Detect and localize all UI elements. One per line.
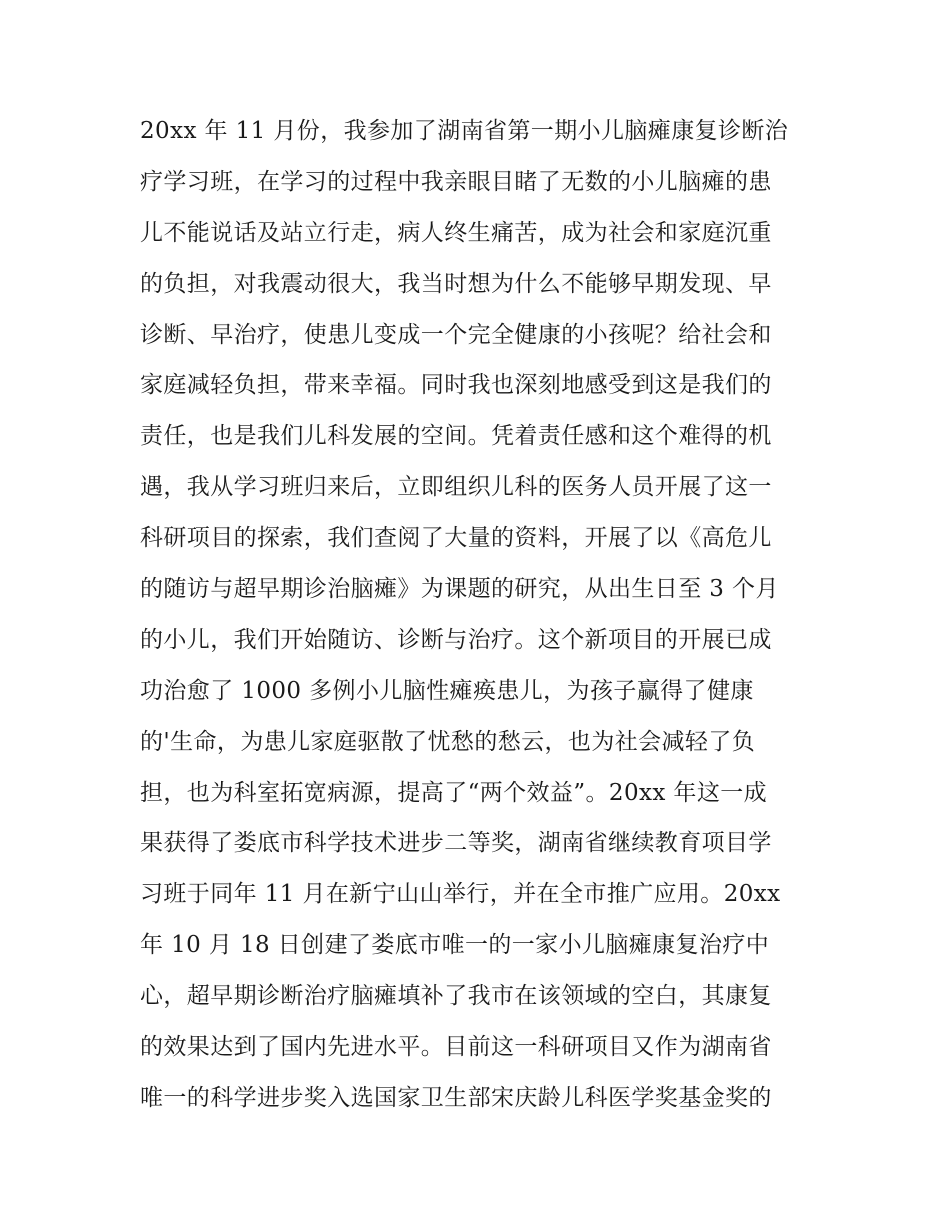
text-line: 功治愈了 1000 多例小儿脑性瘫痪患儿，为孩子赢得了健康 — [140, 677, 754, 704]
text-line: 的小儿，我们开始随访、诊断与治疗。这个新项目的开展已成 — [140, 626, 772, 653]
text-line: 心，超早期诊断治疗脑瘫填补了我市在该领域的空白，其康复 — [140, 983, 772, 1010]
text-line: 的'生命，为患儿家庭驱散了忧愁的愁云，也为社会减轻了负 — [140, 728, 756, 755]
text-line: 的负担，对我震动很大，我当时想为什么不能够早期发现、早 — [140, 270, 772, 297]
text-line: 年 10 月 18 日创建了娄底市唯一的一家小儿脑瘫康复治疗中 — [140, 932, 770, 959]
text-line: 疗学习班，在学习的过程中我亲眼目睹了无数的小儿脑瘫的患 — [140, 168, 772, 195]
text-line: 唯一的科学进步奖入选国家卫生部宋庆龄儿科医学奖基金奖的 — [140, 1084, 772, 1111]
text-line: 诊断、早治疗，使患儿变成一个完全健康的小孩呢？给社会和 — [140, 321, 772, 348]
text-line: 的效果达到了国内先进水平。目前这一科研项目又作为湖南省 — [140, 1034, 772, 1061]
text-line: 科研项目的探索，我们查阅了大量的资料，开展了以《高危儿 — [140, 525, 772, 552]
text-line: 家庭减轻负担，带来幸福。同时我也深刻地感受到这是我们的 — [140, 372, 772, 399]
text-line: 儿不能说话及站立行走，病人终生痛苦，成为社会和家庭沉重 — [140, 219, 772, 246]
text-line: 习班于同年 11 月在新宁山山举行，并在全市推广应用。20xx — [140, 881, 781, 908]
body-paragraph — [140, 106, 830, 1124]
text-line: 果获得了娄底市科学技术进步二等奖，湖南省继续教育项目学 — [140, 830, 772, 857]
text-line: 的随访与超早期诊治脑瘫》为课题的研究，从出生日至 3 个月 — [140, 576, 779, 603]
text-line: 20xx 年 11 月份，我参加了湖南省第一期小儿脑瘫康复诊断治 — [140, 118, 789, 144]
text-line: 担，也为科室拓宽病源，提高了“两个效益”。20xx 年这一成 — [140, 779, 768, 806]
text-line: 责任，也是我们儿科发展的空间。凭着责任感和这个难得的机 — [140, 423, 772, 450]
text-line: 遇，我从学习班归来后，立即组织儿科的医务人员开展了这一 — [140, 474, 772, 501]
